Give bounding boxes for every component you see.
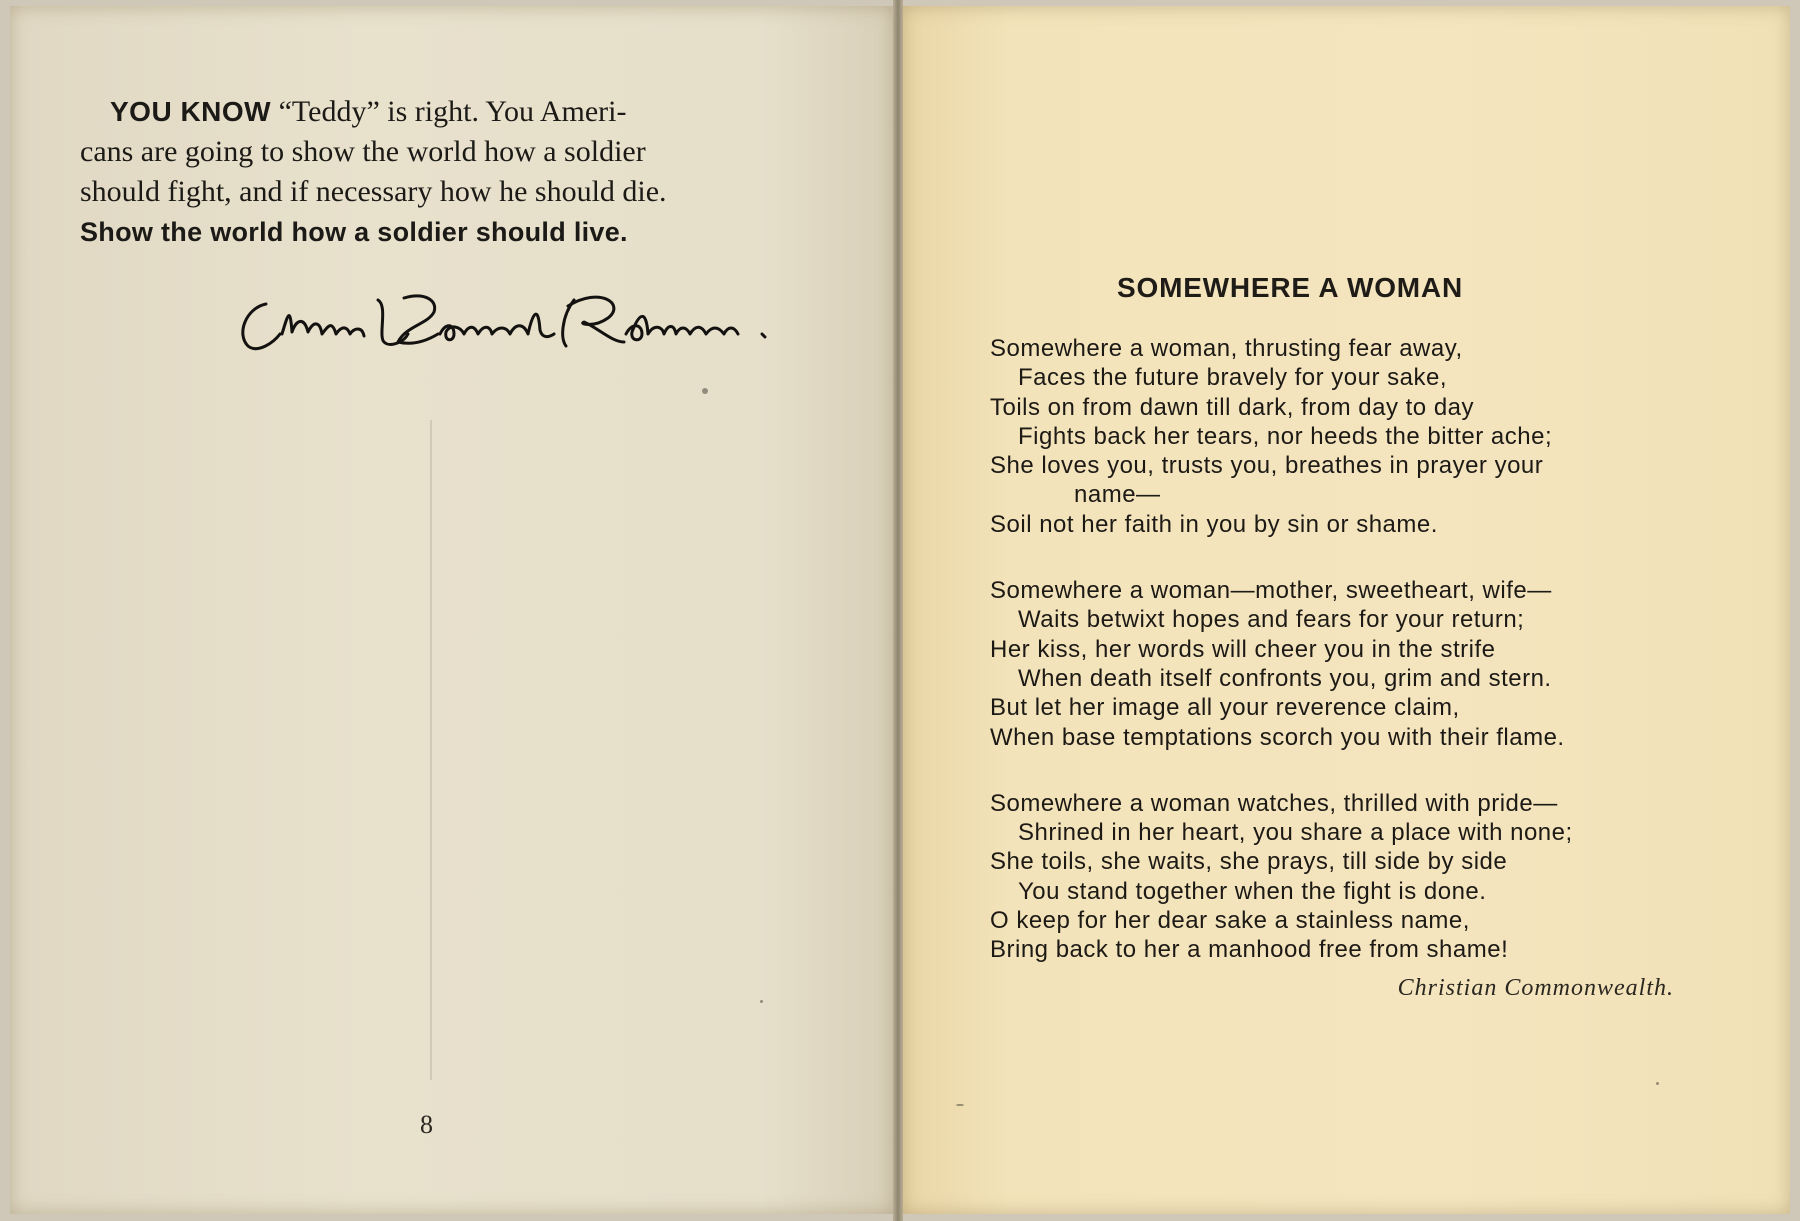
- intro-line-1-text: “Teddy” is right. You Ameri-: [271, 95, 627, 128]
- poem-line: But let her image all your reverence claim,: [990, 694, 1460, 722]
- poem-title: SOMEWHERE A WOMAN: [1117, 272, 1463, 303]
- page-number: 8: [420, 1110, 433, 1139]
- poem-line: When base temptations scorch you with their flame.: [990, 723, 1565, 751]
- intro-lead: YOU KNOW: [110, 96, 272, 127]
- paper-speck: [956, 1104, 964, 1106]
- intro-line-2: cans are going to show the world how a soldier: [80, 135, 646, 168]
- intro-line-4: Show the world how a soldier should live.: [80, 217, 628, 247]
- poem-line: When death itself confronts you, grim and stern.: [1018, 664, 1552, 692]
- intro-line-3: should fight, and if necessary how he should die.: [80, 175, 667, 208]
- intro-line-1: [80, 92, 800, 132]
- poem-line: Toils on from dawn till dark, from day to day: [990, 393, 1475, 421]
- poem-line: name—: [1074, 481, 1161, 509]
- paper-speck: [702, 388, 708, 394]
- poem-attribution: Christian Commonwealth.: [1397, 975, 1674, 1001]
- poem-line: Fights back her tears, nor heeds the bitter ache;: [1018, 422, 1553, 450]
- paper-speck: [1656, 1082, 1659, 1085]
- poem-line: She toils, she waits, she prays, till side by side: [990, 848, 1508, 876]
- intro-paragraph: [80, 92, 800, 252]
- poem-line: Shrined in her heart, you share a place with none;: [1018, 819, 1573, 847]
- paper-speck: [760, 1000, 763, 1003]
- poem-line: Soil not her faith in you by sin or shame.: [990, 510, 1438, 538]
- poem-line: She loves you, trusts you, breathes in prayer your: [990, 452, 1544, 480]
- handwritten-signature: [228, 276, 788, 372]
- poem-stanza-3: [990, 789, 1710, 965]
- poem-line: Faces the future bravely for your sake,: [1018, 364, 1448, 392]
- poem-line: Bring back to her a manhood free from shame!: [990, 936, 1509, 964]
- poem-line: Somewhere a woman—mother, sweetheart, wife—: [990, 577, 1552, 605]
- poem-line: Somewhere a woman watches, thrilled with pride—: [990, 789, 1558, 817]
- poem-line: You stand together when the fight is done.: [1018, 877, 1487, 905]
- poem-line: Her kiss, her words will cheer you in the strife: [990, 635, 1496, 663]
- poem-stanza-1: [990, 334, 1710, 539]
- page-fold-crease: [430, 420, 432, 1080]
- book-gutter: [893, 0, 903, 1221]
- poem-line: O keep for her dear sake a stainless name,: [990, 907, 1470, 935]
- poem-stanza-2: [990, 576, 1710, 752]
- poem-line: Waits betwixt hopes and fears for your return;: [1018, 606, 1525, 634]
- poem-body: [990, 334, 1710, 1002]
- poem-line: Somewhere a woman, thrusting fear away,: [990, 335, 1463, 362]
